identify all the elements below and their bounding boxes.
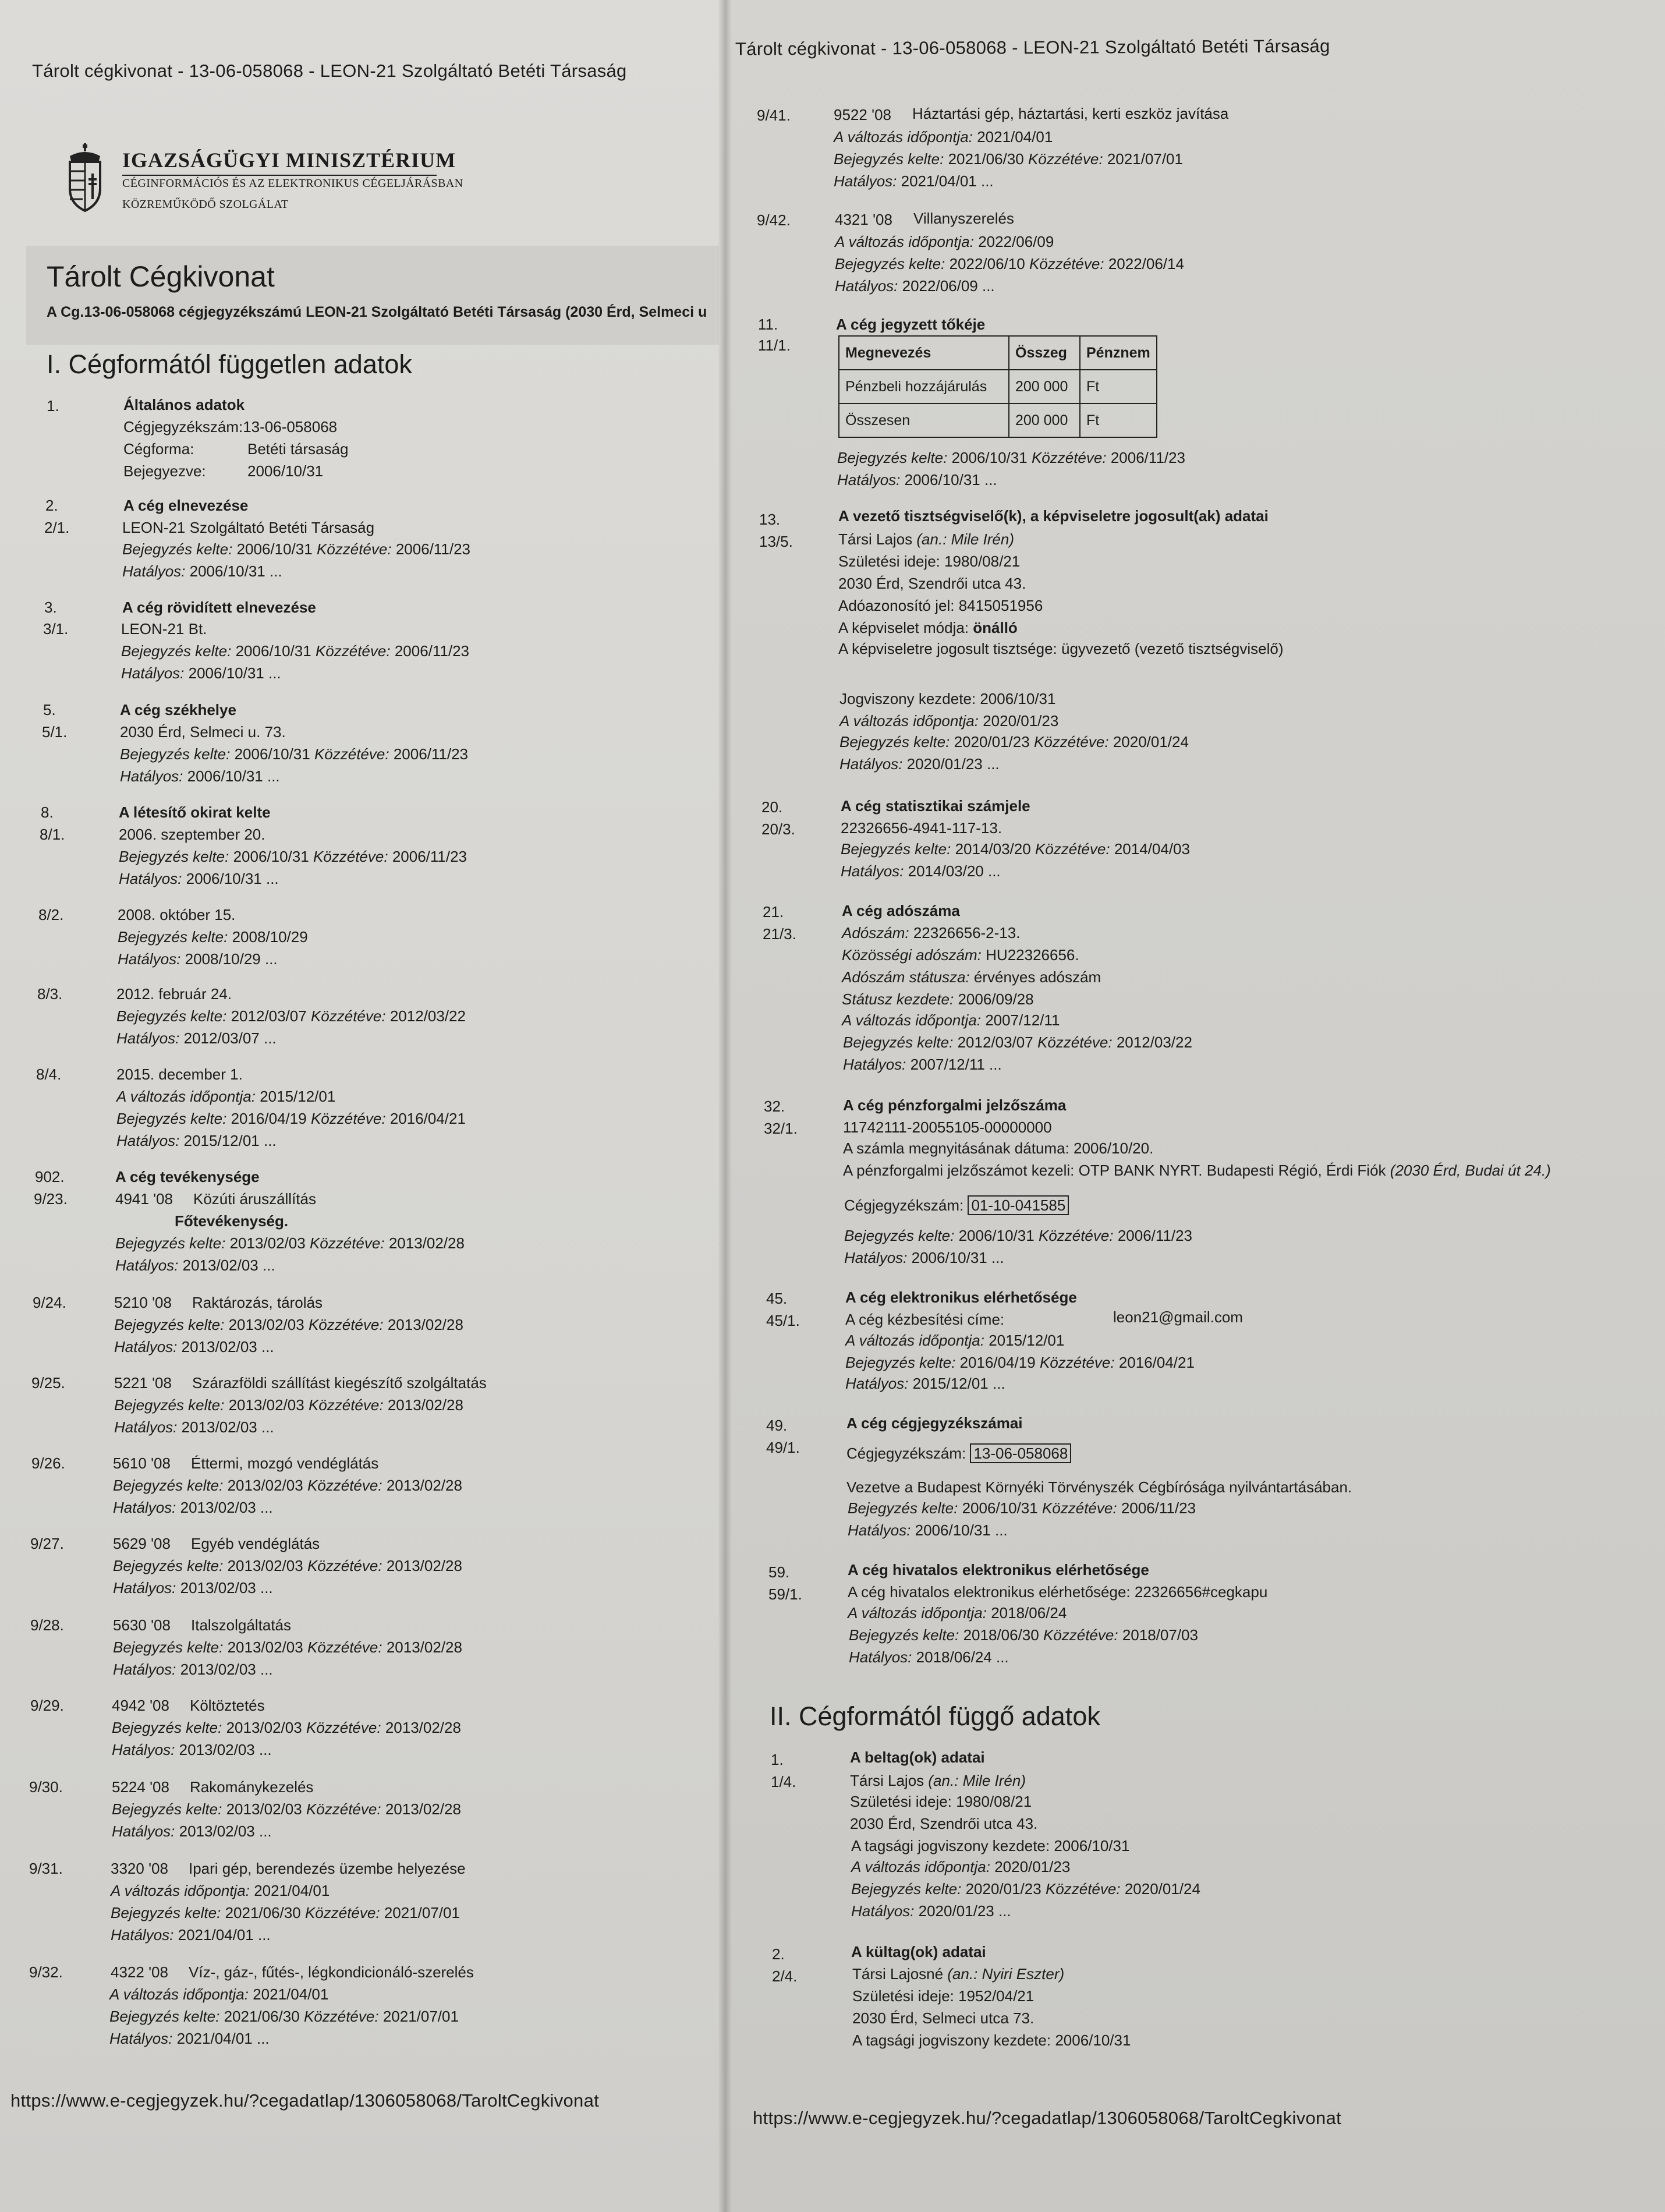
entry-effective: Hatályos: 2020/01/23 ... <box>839 755 1000 773</box>
official-contact: A cég hivatalos elektronikus elérhetősége: 22326656#cegkapu <box>848 1583 1268 1601</box>
entry-record: Bejegyzés kelte: 2013/02/03 Közzétéve: 2013/02/28 <box>115 1234 465 1252</box>
entry-effective: Hatályos: 2015/12/01 ... <box>845 1375 1005 1392</box>
ministry-subtitle-1: CÉGINFORMÁCIÓS ÉS AZ ELEKTRONIKUS CÉGELJÁRÁSBAN <box>122 177 463 190</box>
entry-record: Bejegyzés kelte: 2006/10/31 Közzétéve: 2006/11/23 <box>844 1227 1193 1244</box>
entry-number: 2/1. <box>44 519 70 536</box>
entry-number: 2. <box>45 497 58 514</box>
entry-effective: Hatályos: 2013/02/03 ... <box>113 1661 273 1678</box>
entry-number: 13/5. <box>759 533 793 550</box>
entry-record: Bejegyzés kelte: 2021/06/30 Közzétéve: 2021/07/01 <box>111 1904 460 1921</box>
entry-number: 902. <box>35 1168 65 1185</box>
entry-number: 20. <box>761 798 783 816</box>
entry-change: A változás időpontja: 2007/12/11 <box>842 1011 1060 1029</box>
entry-effective: Hatályos: 2018/06/24 ... <box>849 1648 1009 1666</box>
entry-value: 2015. december 1. <box>116 1066 243 1083</box>
entry-value: 22326656-4941-117-13. <box>841 819 1002 837</box>
entry-number: 8/3. <box>37 985 63 1003</box>
table-cell: 200 000 <box>1009 404 1080 437</box>
entry-record: Bejegyzés kelte: 2013/02/03 Közzétéve: 2013/02/28 <box>114 1316 463 1333</box>
entry-number: 59. <box>768 1563 790 1581</box>
activity-code: 5221 '08 <box>114 1374 172 1392</box>
entry-number: 9/31. <box>29 1860 63 1877</box>
document-intro: A Cg.13-06-058068 cégjegyzékszámú LEON-21 Szolgáltató Betéti Társaság (2030 Érd, Selmeci u <box>47 304 707 320</box>
entry-change: A változás időpontja: 2018/06/24 <box>848 1604 1067 1622</box>
entry-number: 13. <box>759 511 781 528</box>
entry-effective: Hatályos: 2014/03/20 ... <box>841 862 1001 880</box>
activity-name: Egyéb vendéglátás <box>191 1535 320 1552</box>
capital-table <box>838 335 1157 438</box>
entry-value: Betéti társaság <box>247 440 349 458</box>
entry-number: 8. <box>41 804 54 821</box>
table-cell: Összesen <box>839 404 1009 437</box>
activity-code: 5629 '08 <box>113 1535 171 1552</box>
entry-record: Bejegyzés kelte: 2013/02/03 Közzétéve: 2013/02/28 <box>112 1800 461 1818</box>
entry-record: Bejegyzés kelte: 2006/10/31 Közzétéve: 2006/11/23 <box>837 449 1186 466</box>
entry-effective: Hatályos: 2012/03/07 ... <box>116 1029 277 1047</box>
entry-number: 9/42. <box>757 211 791 229</box>
entry-effective: Hatályos: 2006/10/31 ... <box>844 1249 1004 1266</box>
entry-change: A változás időpontja: 2020/01/23 <box>839 712 1059 730</box>
entry-effective: Hatályos: 2006/10/31 ... <box>121 664 281 682</box>
entry-label: Bejegyezve: <box>123 462 206 480</box>
footer-url-link[interactable]: https://www.e-cegjegyzek.hu/?cegadatlap/1306058068/TaroltCegkivonat <box>10 2090 600 2111</box>
entry-change: A változás időpontja: 2021/04/01 <box>834 128 1053 146</box>
partner-name: Társi Lajos (an.: Mile Irén) <box>850 1772 1026 1789</box>
entry-number: 5. <box>43 701 56 719</box>
table-cell: 200 000 <box>1009 370 1080 404</box>
entry-change: A változás időpontja: 2021/04/01 <box>109 1986 329 2003</box>
entry-number: 49. <box>766 1417 788 1434</box>
entry-number: 9/32. <box>29 1963 63 1981</box>
entry-record: Bejegyzés kelte: 2012/03/07 Közzétéve: 2012/03/22 <box>116 1007 466 1025</box>
entry-effective: Hatályos: 2006/10/31 ... <box>122 562 282 580</box>
delivery-address-label: A cég kézbesítési címe: <box>845 1311 1005 1328</box>
entry-number: 21/3. <box>763 925 796 943</box>
tax-status: Adószám státusza: érvényes adószám <box>842 968 1101 986</box>
entry-effective: Hatályos: 2021/04/01 ... <box>834 172 994 190</box>
partner-start: A tagsági jogviszony kezdete: 2006/10/31 <box>852 2031 1131 2049</box>
entry-title: A cég elnevezése <box>123 497 249 514</box>
activity-name: Költöztetés <box>190 1697 265 1714</box>
bank-account-number: 11742111-20055105-00000000 <box>843 1119 1052 1136</box>
entry-value: Cégjegyzékszám:13-06-058068 <box>123 418 338 436</box>
partner-address: 2030 Érd, Selmeci utca 73. <box>852 2009 1035 2027</box>
entry-effective: Hatályos: 2006/10/31 ... <box>848 1521 1008 1539</box>
eu-tax-number: Közösségi adószám: HU22326656. <box>842 946 1079 964</box>
section-1-title: I. Cégformától független adatok <box>47 349 412 379</box>
entry-record: Bejegyzés kelte: 2013/02/03 Közzétéve: 2013/02/28 <box>113 1557 462 1574</box>
activity-name: Raktározás, tárolás <box>192 1294 323 1311</box>
entry-title: A cég pénzforgalmi jelzőszáma <box>843 1096 1067 1114</box>
activity-name: Ipari gép, berendezés üzembe helyezése <box>189 1860 466 1877</box>
entry-label: Cégforma: <box>123 440 194 458</box>
entry-number: 9/29. <box>30 1697 64 1714</box>
left-page <box>0 0 725 2212</box>
entry-effective: Hatályos: 2013/02/03 ... <box>113 1579 273 1597</box>
officer-representation: A képviselet módja: önálló <box>838 619 1018 636</box>
entry-record: Bejegyzés kelte: 2013/02/03 Közzétéve: 2013/02/28 <box>112 1719 461 1736</box>
table-cell: Ft <box>1080 404 1157 437</box>
entry-effective: Hatályos: 2013/02/03 ... <box>113 1499 273 1516</box>
entry-change: A változás időpontja: 2021/04/01 <box>111 1882 330 1899</box>
officer-address: 2030 Érd, Szendrői utca 43. <box>838 575 1026 592</box>
entry-number: 1. <box>47 397 59 415</box>
activity-name: Víz-, gáz-, fűtés-, légkondicionáló-szerelés <box>189 1963 474 1981</box>
officer-birth: Születési ideje: 1980/08/21 <box>838 553 1021 570</box>
entry-number: 11. <box>758 316 778 333</box>
hungarian-crest-icon <box>65 143 105 213</box>
entry-number: 9/24. <box>33 1294 66 1311</box>
entry-record: Bejegyzés kelte: 2012/03/07 Közzétéve: 2012/03/22 <box>843 1034 1192 1051</box>
entry-title: A cég adószáma <box>842 902 960 919</box>
entry-record: Bejegyzés kelte: 2016/04/19 Közzétéve: 2016/04/21 <box>116 1110 466 1127</box>
entry-effective: Hatályos: 2013/02/03 ... <box>115 1257 275 1274</box>
entry-change: A változás időpontja: 2020/01/23 <box>851 1858 1071 1875</box>
entry-number: 59/1. <box>768 1585 802 1603</box>
entry-record: Bejegyzés kelte: 2006/10/31 Közzétéve: 2006/11/23 <box>848 1499 1196 1517</box>
entry-value: 2030 Érd, Selmeci u. 73. <box>120 723 286 741</box>
page-spine-shadow <box>718 0 732 2212</box>
entry-number: 49/1. <box>766 1439 800 1456</box>
entry-record: Bejegyzés kelte: 2013/02/03 Közzétéve: 2013/02/28 <box>113 1638 462 1656</box>
entry-number: 8/1. <box>40 826 65 843</box>
entry-record: Bejegyzés kelte: 2021/06/30 Közzétéve: 2021/07/01 <box>109 2008 459 2025</box>
entry-number: 9/23. <box>34 1190 68 1208</box>
entry-effective: Hatályos: 2013/02/03 ... <box>114 1338 274 1355</box>
entry-title: A vezető tisztségviselő(k), a képviseletre jogosult(ak) adatai <box>838 507 1269 525</box>
activity-code: 5210 '08 <box>114 1294 172 1311</box>
entry-effective: Hatályos: 2015/12/01 ... <box>116 1132 277 1149</box>
page-header: Tárolt cégkivonat - 13-06-058068 - LEON-21 Szolgáltató Betéti Társaság <box>735 36 1330 59</box>
right-page <box>725 0 1665 2212</box>
entry-record: Bejegyzés kelte: 2022/06/10 Közzétéve: 2022/06/14 <box>835 255 1184 272</box>
entry-number: 21. <box>763 903 784 921</box>
entry-title: A cég elektronikus elérhetősége <box>845 1289 1077 1306</box>
table-header-cell: Megnevezés <box>839 336 1009 370</box>
entry-change: A változás időpontja: 2015/12/01 <box>845 1332 1065 1349</box>
entry-effective: Hatályos: 2013/02/03 ... <box>112 1741 272 1758</box>
entry-title: A cég jegyzett tőkéje <box>836 316 986 333</box>
activity-name: Közúti áruszállítás <box>193 1190 316 1208</box>
entry-effective: Hatályos: 2006/10/31 ... <box>119 870 279 887</box>
entry-record: Bejegyzés kelte: 2006/10/31 Közzétéve: 2006/11/23 <box>120 745 469 763</box>
registration-number: Cégjegyzékszám: 13-06-058068 <box>846 1445 1071 1462</box>
officer-role: A képviseletre jogosult tisztsége: ügyvezető (vezető tisztségviselő) <box>838 640 1284 657</box>
table-header-row <box>839 336 1157 370</box>
entry-effective: Hatályos: 2013/02/03 ... <box>112 1822 272 1840</box>
entry-record: Bejegyzés kelte: 2014/03/20 Közzétéve: 2014/04/03 <box>841 840 1190 858</box>
entry-number: 9/25. <box>31 1374 65 1392</box>
partner-birth: Születési ideje: 1952/04/21 <box>852 1987 1035 2005</box>
court-registry: Vezetve a Budapest Környéki Törvényszék Cégbírósága nyilvántartásában. <box>846 1478 1352 1496</box>
table-row <box>839 404 1157 437</box>
footer-url-link[interactable]: https://www.e-cegjegyzek.hu/?cegadatlap/1306058068/TaroltCegkivonat <box>753 2108 1342 2128</box>
entry-record: Bejegyzés kelte: 2020/01/23 Közzétéve: 2020/01/24 <box>851 1880 1200 1898</box>
officer-tax-id: Adóazonosító jel: 8415051956 <box>838 597 1043 614</box>
registration-number-value: 13-06-058068 <box>970 1443 1071 1463</box>
table-cell: Ft <box>1080 370 1157 404</box>
entry-record: Bejegyzés kelte: 2006/10/31 Közzétéve: 2006/11/23 <box>122 540 471 558</box>
account-bank: A pénzforgalmi jelzőszámot kezeli: OTP BANK NYRT. Budapesti Régió, Érdi Fiók (2030 Érd, Budai út 24.) <box>843 1162 1551 1179</box>
entry-title: A cég rövidített elnevezése <box>122 599 316 616</box>
entry-record: Bejegyzés kelte: 2006/10/31 Közzétéve: 2006/11/23 <box>119 848 467 865</box>
bank-registration: Cégjegyzékszám: 01-10-041585 <box>844 1197 1069 1214</box>
entry-number: 45/1. <box>766 1312 800 1329</box>
entry-number: 8/2. <box>38 906 64 923</box>
partner-start: A tagsági jogviszony kezdete: 2006/10/31 <box>851 1837 1130 1854</box>
entry-value: 2008. október 15. <box>118 906 236 923</box>
section-2-title: II. Cégformától függő adatok <box>770 1701 1100 1731</box>
account-open-date: A számla megnyitásának dátuma: 2006/10/20. <box>843 1139 1154 1157</box>
officer-name: Társi Lajos (an.: Mile Irén) <box>838 530 1015 548</box>
entry-effective: Hatályos: 2020/01/23 ... <box>851 1902 1011 1920</box>
entry-value: 2006/10/31 <box>247 462 324 480</box>
activity-name: Rakománykezelés <box>190 1778 314 1796</box>
entry-number: 9/30. <box>29 1778 63 1796</box>
entry-number: 45. <box>766 1290 788 1307</box>
entry-number: 11/1. <box>758 337 791 354</box>
status-start: Státusz kezdete: 2006/09/28 <box>842 990 1034 1008</box>
table-row <box>839 370 1157 404</box>
entry-number: 3/1. <box>43 620 69 638</box>
table-header-cell: Pénznem <box>1080 336 1157 370</box>
activity-code: 3320 '08 <box>111 1860 168 1877</box>
entry-effective: Hatályos: 2021/04/01 ... <box>109 2030 270 2047</box>
entry-title: Általános adatok <box>123 396 245 413</box>
entry-number: 8/4. <box>36 1066 62 1083</box>
entry-number: 9/27. <box>30 1535 64 1552</box>
activity-code: 5630 '08 <box>113 1616 171 1634</box>
bank-registration-number: 01-10-041585 <box>968 1195 1069 1215</box>
activity-code: 9522 '08 <box>834 106 891 123</box>
entry-record: Bejegyzés kelte: 2020/01/23 Közzétéve: 2020/01/24 <box>839 733 1189 751</box>
ministry-divider <box>122 175 437 176</box>
table-cell: Pénzbeli hozzájárulás <box>839 370 1009 404</box>
entry-record: Bejegyzés kelte: 2006/10/31 Közzétéve: 2006/11/23 <box>121 642 470 660</box>
entry-change: A változás időpontja: 2015/12/01 <box>116 1088 336 1105</box>
entry-value: 2012. február 24. <box>116 985 232 1003</box>
activity-code: 5224 '08 <box>112 1778 169 1796</box>
page-header: Tárolt cégkivonat - 13-06-058068 - LEON-21 Szolgáltató Betéti Társaság <box>32 61 627 81</box>
entry-value: LEON-21 Szolgáltató Betéti Társaság <box>122 519 375 536</box>
officer-start: Jogviszony kezdete: 2006/10/31 <box>839 690 1056 707</box>
partner-birth: Születési ideje: 1980/08/21 <box>850 1793 1032 1810</box>
entry-record: Bejegyzés kelte: 2021/06/30 Közzétéve: 2021/07/01 <box>834 150 1183 168</box>
entry-number: 32/1. <box>764 1120 798 1137</box>
entry-value: 2006. szeptember 20. <box>119 826 265 843</box>
entry-effective: Hatályos: 2013/02/03 ... <box>114 1418 274 1436</box>
partner-name: Társi Lajosné (an.: Nyiri Eszter) <box>852 1965 1065 1983</box>
entry-record: Bejegyzés kelte: 2016/04/19 Közzétéve: 2016/04/21 <box>845 1354 1195 1371</box>
table-header-cell: Összeg <box>1009 336 1080 370</box>
entry-title: A cég tevékenysége <box>115 1168 260 1185</box>
activity-name: Villanyszerelés <box>913 210 1014 227</box>
activity-code: 5610 '08 <box>113 1454 171 1472</box>
entry-effective: Hatályos: 2008/10/29 ... <box>118 950 278 968</box>
entry-number: 9/28. <box>30 1616 64 1634</box>
entry-number: 2/4. <box>772 1967 798 1985</box>
entry-number: 1. <box>771 1751 784 1768</box>
email-link[interactable]: leon21@gmail.com <box>1113 1308 1243 1326</box>
entry-number: 9/26. <box>31 1454 65 1472</box>
entry-title: A cég cégjegyzékszámai <box>846 1414 1023 1432</box>
entry-number: 9/41. <box>757 107 791 124</box>
main-activity-label: Főtevékenység. <box>175 1212 289 1230</box>
entry-value: LEON-21 Bt. <box>121 620 207 638</box>
entry-record: Bejegyzés kelte: 2013/02/03 Közzétéve: 2013/02/28 <box>114 1396 463 1414</box>
activity-name: Éttermi, mozgó vendéglátás <box>191 1454 379 1472</box>
activity-code: 4942 '08 <box>112 1697 169 1714</box>
activity-name: Italszolgáltatás <box>191 1616 291 1634</box>
entry-record: Bejegyzés kelte: 2013/02/03 Közzétéve: 2013/02/28 <box>113 1477 462 1494</box>
entry-title: A létesítő okirat kelte <box>119 804 271 821</box>
entry-title: A kültag(ok) adatai <box>851 1943 986 1960</box>
entry-title: A beltag(ok) adatai <box>850 1749 985 1766</box>
entry-number: 1/4. <box>771 1773 796 1790</box>
entry-record: Bejegyzés kelte: 2008/10/29 <box>118 928 308 946</box>
activity-name: Háztartási gép, háztartási, kerti eszköz javítása <box>912 105 1229 122</box>
tax-number: Adószám: 22326656-2-13. <box>842 924 1021 942</box>
entry-effective: Hatályos: 2022/06/09 ... <box>835 277 995 295</box>
document-title: Tárolt Cégkivonat <box>47 260 275 293</box>
entry-title: A cég statisztikai számjele <box>841 797 1030 815</box>
entry-number: 32. <box>764 1098 785 1115</box>
partner-address: 2030 Érd, Szendrői utca 43. <box>850 1815 1038 1832</box>
ministry-subtitle-2: KÖZREMŰKÖDŐ SZOLGÁLAT <box>122 198 289 211</box>
entry-number: 3. <box>44 599 57 616</box>
entry-number: 20/3. <box>761 820 795 838</box>
ministry-title: IGAZSÁGÜGYI MINISZTÉRIUM <box>122 148 456 172</box>
entry-record: Bejegyzés kelte: 2018/06/30 Közzétéve: 2018/07/03 <box>849 1626 1198 1644</box>
entry-number: 2. <box>772 1945 785 1963</box>
activity-code: 4322 '08 <box>111 1963 168 1981</box>
entry-effective: Hatályos: 2007/12/11 ... <box>843 1056 1002 1073</box>
activity-code: 4321 '08 <box>835 211 892 228</box>
entry-number: 5/1. <box>42 723 68 741</box>
entry-title: A cég hivatalos elektronikus elérhetősége <box>848 1561 1149 1579</box>
activity-code: 4941 '08 <box>115 1190 173 1208</box>
activity-name: Szárazföldi szállítást kiegészítő szolgáltatás <box>192 1374 487 1392</box>
entry-effective: Hatályos: 2006/10/31 ... <box>120 767 280 785</box>
entry-effective: Hatályos: 2021/04/01 ... <box>111 1926 271 1944</box>
entry-title: A cég székhelye <box>120 701 236 719</box>
entry-change: A változás időpontja: 2022/06/09 <box>835 233 1054 250</box>
entry-effective: Hatályos: 2006/10/31 ... <box>837 471 997 489</box>
